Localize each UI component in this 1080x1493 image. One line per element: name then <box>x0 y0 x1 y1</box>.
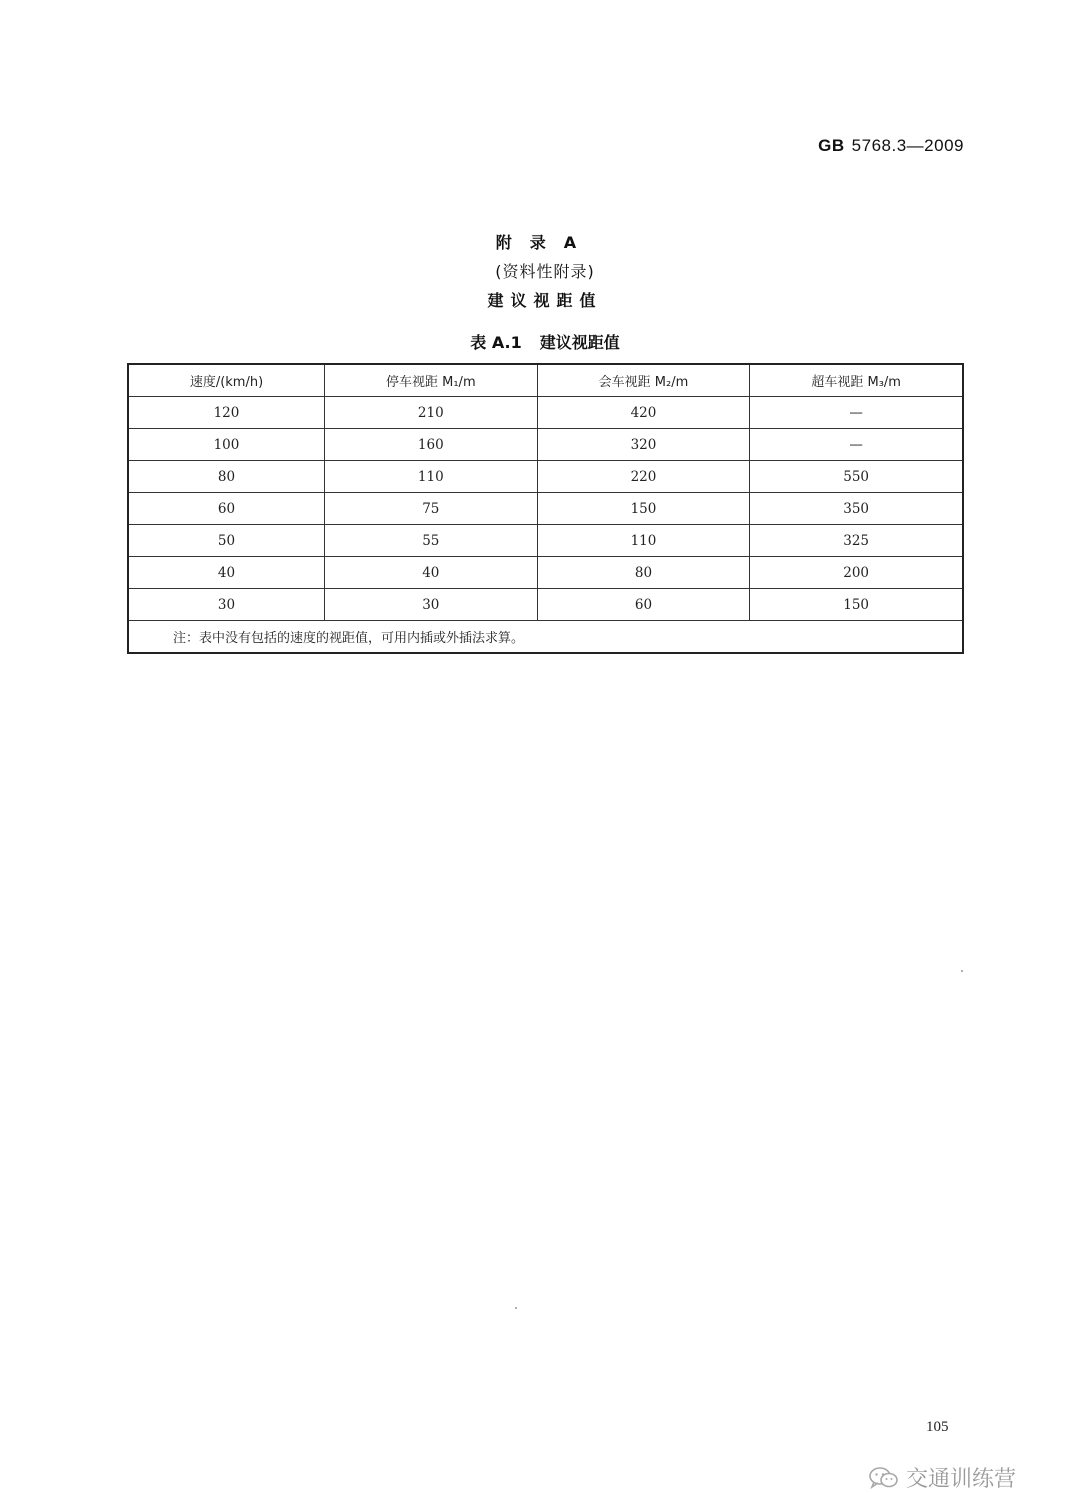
column-header-meeting-distance: 会车视距 M₂/m <box>537 364 750 397</box>
table-cell: 80 <box>128 461 324 493</box>
column-header-passing-distance: 超车视距 M₃/m <box>750 364 963 397</box>
appendix-heading <box>0 228 1080 315</box>
table-cell: 50 <box>128 525 324 557</box>
table-cell: 550 <box>750 461 963 493</box>
table-cell: 80 <box>537 557 750 589</box>
watermark <box>868 1462 1016 1493</box>
table-cell: — <box>750 429 963 461</box>
table-cell: 40 <box>324 557 537 589</box>
table-cell: 110 <box>537 525 750 557</box>
appendix-category: (资料性附录) <box>495 262 595 281</box>
table-row <box>128 525 963 557</box>
sight-distance-table <box>127 363 964 654</box>
table-row <box>128 461 963 493</box>
column-header-stopping-distance: 停车视距 M₁/m <box>324 364 537 397</box>
table-cell: 320 <box>537 429 750 461</box>
table-cell: 60 <box>537 589 750 621</box>
wechat-icon <box>868 1465 900 1491</box>
table-cell: 120 <box>128 397 324 429</box>
table-cell: — <box>750 397 963 429</box>
watermark-text: 交通训练营 <box>906 1467 1017 1492</box>
table-cell: 150 <box>750 589 963 621</box>
table-cell: 220 <box>537 461 750 493</box>
table-cell: 60 <box>128 493 324 525</box>
table-cell: 350 <box>750 493 963 525</box>
scan-speck <box>515 1307 517 1309</box>
page-number: 105 <box>926 1419 949 1435</box>
table-cell: 200 <box>750 557 963 589</box>
table-cell: 55 <box>324 525 537 557</box>
table-row <box>128 493 963 525</box>
column-header-speed: 速度/(km/h) <box>128 364 324 397</box>
scan-speck <box>961 970 963 972</box>
table-cell: 30 <box>128 589 324 621</box>
appendix-title: 建议视距值 <box>487 291 603 310</box>
table-cell: 325 <box>750 525 963 557</box>
table-cell: 100 <box>128 429 324 461</box>
table-row <box>128 557 963 589</box>
table-note-row <box>128 621 963 654</box>
standard-number <box>818 136 964 156</box>
table-cell: 75 <box>324 493 537 525</box>
appendix-label: 附录A <box>495 233 595 252</box>
table-caption <box>0 330 1080 353</box>
table-cell: 110 <box>324 461 537 493</box>
table-cell: 210 <box>324 397 537 429</box>
table-cell: 40 <box>128 557 324 589</box>
table-row <box>128 589 963 621</box>
table-caption-number: 表 A.1 <box>470 333 522 352</box>
table-row <box>128 397 963 429</box>
table-header-row <box>128 364 963 397</box>
table-cell: 420 <box>537 397 750 429</box>
table-caption-title: 建议视距值 <box>539 333 620 352</box>
standard-prefix: GB <box>818 136 845 155</box>
table-cell: 150 <box>537 493 750 525</box>
table-row <box>128 429 963 461</box>
table-note: 注：表中没有包括的速度的视距值，可用内插或外插法求算。 <box>128 621 963 654</box>
standard-code: 5768.3—2009 <box>851 136 964 155</box>
table-cell: 30 <box>324 589 537 621</box>
table-cell: 160 <box>324 429 537 461</box>
